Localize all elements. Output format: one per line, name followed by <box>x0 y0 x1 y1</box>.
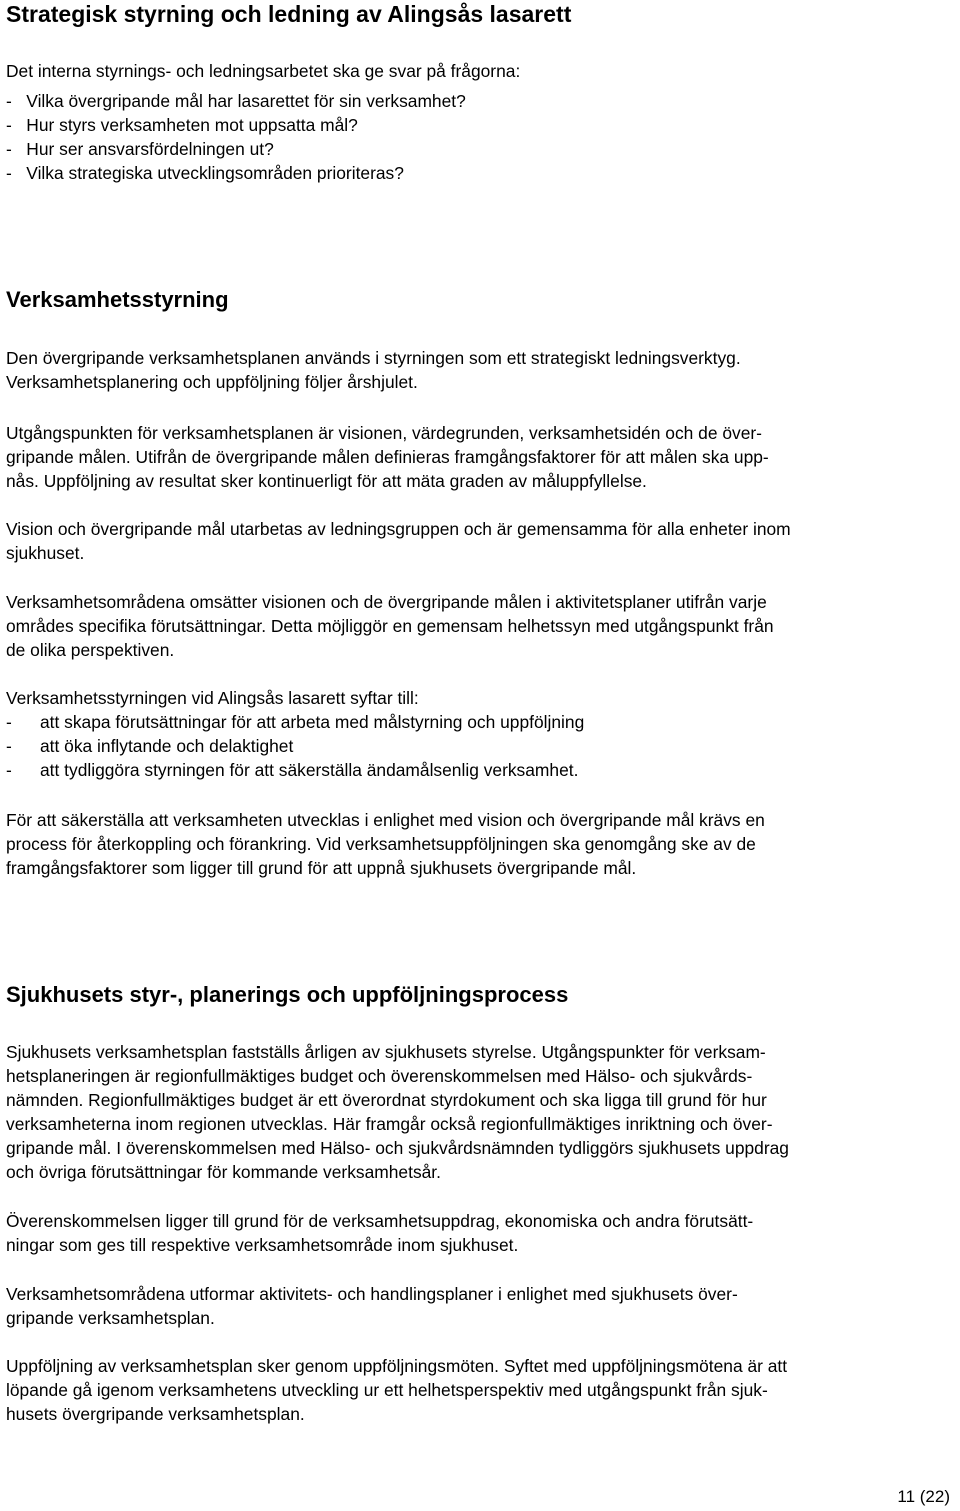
paragraph-line: process för återkoppling och förankring. Vid verksamhetsuppföljningen ska genomgång ske av de <box>6 834 756 854</box>
intro-lead <box>6 59 952 83</box>
paragraph-line: och övriga förutsättningar för kommande verksamhetsår. <box>6 1162 441 1182</box>
section-heading-verksamhetsstyrning: Verksamhetsstyrning <box>6 287 229 312</box>
paragraph <box>6 421 952 493</box>
paragraph-line: områdes specifika förutsättningar. Detta möjliggör en gemensam helhetssyn med utgångspunkt från <box>6 616 774 636</box>
paragraph-line: Uppföljning av verksamhetsplan sker genom uppföljningsmöten. Syftet med uppföljningsmötena är att <box>6 1356 788 1376</box>
paragraph <box>6 1209 952 1257</box>
paragraph <box>6 808 952 880</box>
paragraph-line: ningar som ges till respektive verksamhetsområde inom sjukhuset. <box>6 1235 519 1255</box>
purpose-lead: Verksamhetsstyrningen vid Alingsås lasarett syftar till: <box>6 688 419 708</box>
question-item: - Vilka övergripande mål har lasarettet för sin verksamhet? <box>6 91 466 111</box>
paragraph-line: För att säkerställa att verksamheten utvecklas i enlighet med vision och övergripande mål krävs en <box>6 810 765 830</box>
paragraph-line: gripande mål. I överenskommelsen med Hälso- och sjukvårdsnämnden tydliggörs sjukhusets uppdrag <box>6 1138 789 1158</box>
paragraph-line: Verksamhetsområdena omsätter visionen och de övergripande målen i aktivitetsplaner utifrån varje <box>6 592 767 612</box>
paragraph <box>6 1354 952 1426</box>
list-item <box>6 734 952 758</box>
question-list <box>6 89 952 185</box>
paragraph-line: Verksamhetsområdena utformar aktivitets- och handlingsplaner i enlighet med sjukhusets över- <box>6 1284 738 1304</box>
paragraph-line: framgångsfaktorer som ligger till grund för att uppnå sjukhusets övergripande mål. <box>6 858 637 878</box>
question-item: - Hur styrs verksamheten mot uppsatta mål? <box>6 115 358 135</box>
document-title: Strategisk styrning och ledning av Alingsås lasarett <box>6 1 572 27</box>
intro-lead-text: Det interna styrnings- och ledningsarbetet ska ge svar på frågorna: <box>6 61 521 81</box>
paragraph-line: verksamheterna inom regionen utvecklas. Här framgår också regionfullmäktiges inriktning och över- <box>6 1114 773 1134</box>
paragraph-line: husets övergripande verksamhetsplan. <box>6 1404 305 1424</box>
purpose-list <box>6 686 952 782</box>
paragraph-line: Sjukhusets verksamhetsplan fastställs årligen av sjukhusets styrelse. Utgångspunkter för verksam- <box>6 1042 766 1062</box>
question-item: - Hur ser ansvarsfördelningen ut? <box>6 139 274 159</box>
list-item-text: att öka inflytande och delaktighet <box>40 736 294 756</box>
paragraph-line: Verksamhetsplanering och uppföljning följer årshjulet. <box>6 372 418 392</box>
page-number: 11 (22) <box>897 1487 950 1506</box>
paragraph-line: de olika perspektiven. <box>6 640 175 660</box>
list-dash: - <box>6 712 12 732</box>
paragraph-line: gripande verksamhetsplan. <box>6 1308 215 1328</box>
paragraph-line: Överenskommelsen ligger till grund för de verksamhetsuppdrag, ekonomiska och andra förutsätt- <box>6 1211 754 1231</box>
paragraph <box>6 517 952 565</box>
list-item <box>6 758 952 782</box>
paragraph-line: sjukhuset. <box>6 543 85 563</box>
list-item <box>6 710 952 734</box>
paragraph-line: gripande målen. Utifrån de övergripande målen definieras framgångsfaktorer för att målen ska upp- <box>6 447 769 467</box>
list-item-text: att skapa förutsättningar för att arbeta med målstyrning och uppföljning <box>40 712 585 732</box>
paragraph <box>6 1282 952 1330</box>
list-item-text: att tydliggöra styrningen för att säkerställa ändamålsenlig verksamhet. <box>40 760 579 780</box>
list-dash: - <box>6 760 12 780</box>
paragraph-line: löpande gå igenom verksamhetens utveckling ur ett helhetsperspektiv med utgångspunkt från sjuk- <box>6 1380 768 1400</box>
paragraph-line: Vision och övergripande mål utarbetas av ledningsgruppen och är gemensamma för alla enheter inom <box>6 519 791 539</box>
paragraph-line: nämnden. Regionfullmäktiges budget är ett överordnat styrdokument och ska ligga till grund för hur <box>6 1090 767 1110</box>
paragraph-line: hetsplaneringen är regionfullmäktiges budget och överenskommelsen med Hälso- och sjukvårds- <box>6 1066 753 1086</box>
paragraph-line: Utgångspunkten för verksamhetsplanen är visionen, värdegrunden, verksamhetsidén och de över- <box>6 423 762 443</box>
list-dash: - <box>6 736 12 756</box>
paragraph-line: nås. Uppföljning av resultat sker kontinuerligt för att mäta graden av måluppfyllelse. <box>6 471 647 491</box>
paragraph-line: Den övergripande verksamhetsplanen används i styrningen som ett strategiskt ledningsverktyg. <box>6 348 741 368</box>
section-heading-process: Sjukhusets styr-, planerings och uppföljningsprocess <box>6 982 569 1007</box>
paragraph <box>6 590 952 662</box>
paragraph <box>6 1040 952 1184</box>
paragraph <box>6 346 952 394</box>
question-item: - Vilka strategiska utvecklingsområden prioriteras? <box>6 163 404 183</box>
